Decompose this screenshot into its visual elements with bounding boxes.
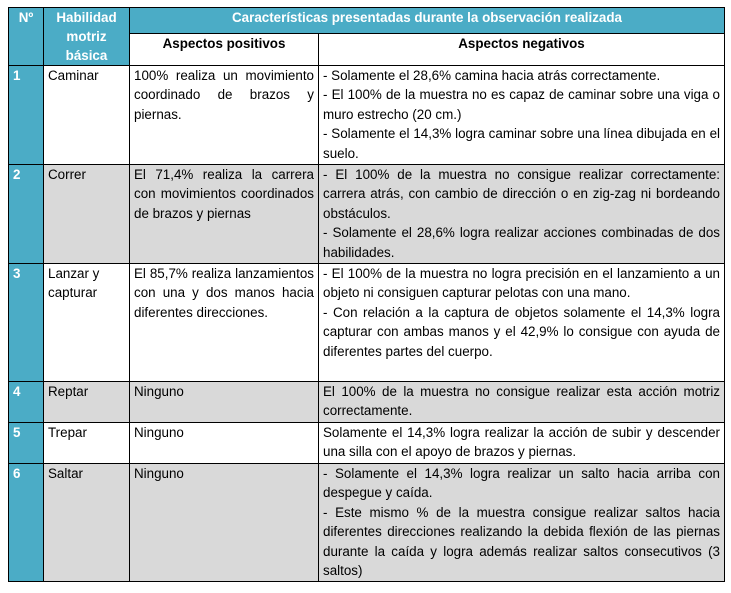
row-negativos [319, 66, 725, 165]
header-no: Nº [9, 8, 44, 66]
row-habilidad: Correr [44, 165, 130, 264]
row-negativos [319, 382, 725, 423]
observation-table [8, 7, 725, 582]
row-habilidad: Caminar [44, 66, 130, 165]
row-negativos [319, 264, 725, 382]
header-positivos: Aspectos positivos [130, 33, 319, 66]
row-positivos: Ninguno [130, 464, 319, 582]
row-number: 6 [9, 464, 44, 582]
row-habilidad: Lanzar y capturar [44, 264, 130, 382]
table-row [9, 382, 725, 423]
row-negativos [319, 464, 725, 582]
table-row [9, 66, 725, 165]
header-habilidad: Habilidad motriz básica [44, 8, 130, 66]
row-number: 1 [9, 66, 44, 165]
row-number: 2 [9, 165, 44, 264]
negative-line: - Con relación a la captura de objetos solamente el 14,3% logra capturar con ambas manos y el 42,9% lo consigue con ayuda de diferentes partes del cuerpo. [323, 304, 720, 359]
table-row [9, 165, 725, 264]
row-negativos [319, 423, 725, 464]
header-negativos: Aspectos negativos [319, 33, 725, 66]
table-row [9, 464, 725, 582]
row-number: 3 [9, 264, 44, 382]
row-habilidad: Saltar [44, 464, 130, 582]
row-number: 4 [9, 382, 44, 423]
negative-line: - El 100% de la muestra no logra precisión en el lanzamiento a un objeto ni consiguen capturar pelotas con una mano. [323, 266, 720, 301]
negative-line: - Solamente el 14,3% logra realizar un salto hacia arriba con despegue y caída. [323, 466, 720, 501]
table-row [9, 423, 725, 464]
row-positivos: Ninguno [130, 382, 319, 423]
table-row [9, 264, 725, 382]
negative-line: Solamente el 14,3% logra realizar la acción de subir y descender una silla con el apoyo de brazos y piernas. [323, 425, 720, 460]
row-negativos [319, 165, 725, 264]
row-habilidad: Reptar [44, 382, 130, 423]
header-caracteristicas: Características presentadas durante la observación realizada [130, 8, 725, 34]
row-positivos: Ninguno [130, 423, 319, 464]
row-positivos: El 85,7% realiza lanzamientos con una y dos manos hacia diferentes direcciones. [130, 264, 319, 382]
row-positivos: 100% realiza un movimiento coordinado de brazos y piernas. [130, 66, 319, 165]
row-habilidad: Trepar [44, 423, 130, 464]
negative-line: - Solamente el 14,3% logra caminar sobre una línea dibujada en el suelo. [323, 126, 720, 161]
negative-line: - Solamente el 28,6% camina hacia atrás correctamente. [323, 68, 661, 83]
negative-line: El 100% de la muestra no consigue realizar esta acción motriz correctamente. [323, 384, 720, 419]
negative-line: - El 100% de la muestra no consigue realizar correctamente: carrera atrás, con cambio de dirección o en zig-zag ni bordeando obstáculos. [323, 167, 720, 221]
negative-line: - Solamente el 28,6% logra realizar acciones combinadas de dos habilidades. [323, 225, 720, 260]
negative-line: - El 100% de la muestra no es capaz de caminar sobre una viga o muro estrecho (20 cm.) [323, 87, 720, 122]
row-number: 5 [9, 423, 44, 464]
negative-line: - Este mismo % de la muestra consigue realizar saltos hacia diferentes direcciones realizando la debida flexión de las piernas durante la caída y logra además realizar saltos consecutivos (3 saltos) [323, 504, 720, 579]
row-positivos: El 71,4% realiza la carrera con movimientos coordinados de brazos y piernas [130, 165, 319, 264]
